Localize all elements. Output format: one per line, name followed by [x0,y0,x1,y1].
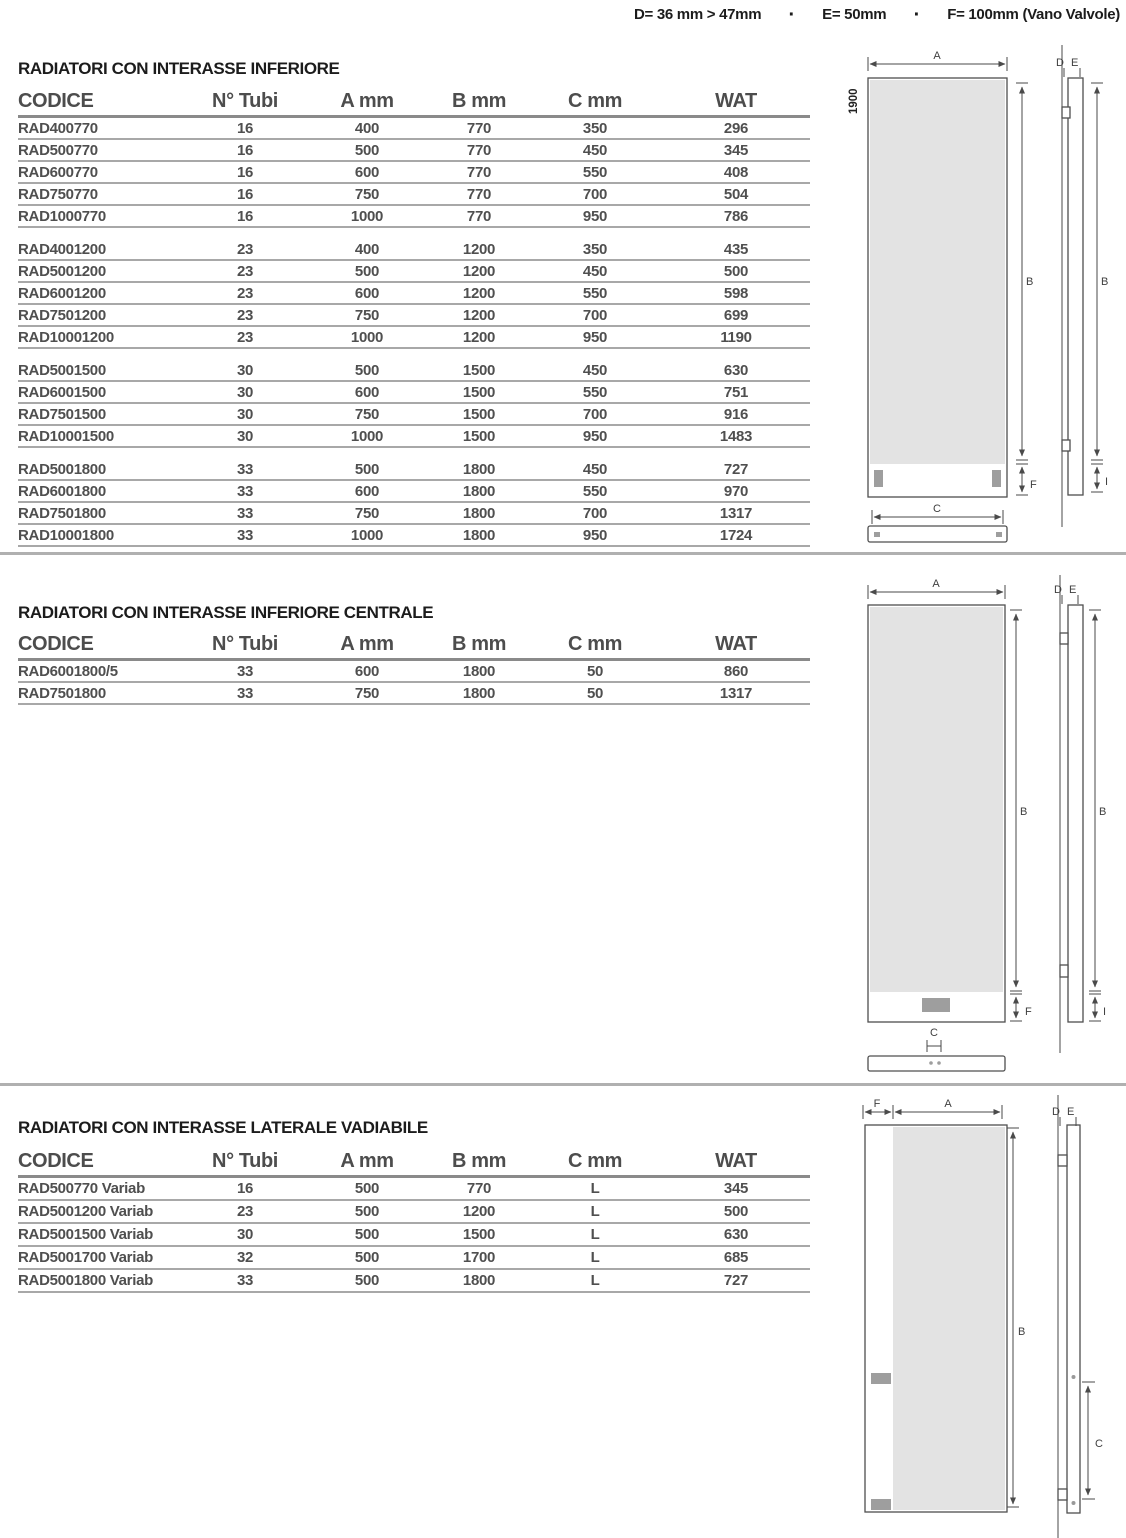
cell-value: 1000 [350,427,384,445]
side-connection-lower [1072,1501,1076,1505]
cell-value: 550 [582,383,608,401]
table-header-row [18,631,810,661]
cell-value: 500 [354,460,380,478]
radiator-diagram-central-connection [850,570,1126,1075]
section-title-interasse-laterale-vadiabile: RADIATORI CON INTERASSE LATERALE VADIABILE [18,1118,428,1137]
cell-value: 345 [723,141,749,159]
cell-codice: RAD4001200 [18,240,106,258]
cell-value: 23 [236,306,254,324]
cell-value: 1200 [462,306,496,324]
cell-value: 16 [236,185,254,203]
cell-codice: RAD7501800 [18,504,106,522]
cell-value: 16 [236,163,254,181]
cell-value: 950 [582,207,608,225]
column-header: CODICE [18,633,94,655]
dim-label-d: D [1052,1106,1060,1118]
cell-value: L [590,1272,600,1289]
cell-value: 1800 [462,482,496,500]
cell-value: 600 [354,383,380,401]
legend [634,3,1120,26]
table-row [18,503,810,525]
dim-label-f: F [1025,1006,1032,1018]
cell-value: 350 [582,240,608,258]
cell-codice: RAD6001500 [18,383,106,401]
cell-value: 23 [236,240,254,258]
cell-value: 770 [466,185,492,203]
cell-value: 685 [723,1249,749,1266]
cell-value: 30 [236,427,254,445]
table-row [18,1178,810,1201]
table-row [18,382,810,404]
cell-value: 33 [236,1272,254,1289]
dim-label-c: C [1095,1438,1103,1450]
side-view [1067,1125,1080,1513]
cell-codice: RAD5001500 Variab [18,1226,153,1243]
cell-value: 350 [582,119,608,137]
side-view [1068,78,1083,495]
cell-value: 1800 [462,684,496,702]
wall-bracket-top [1060,633,1068,644]
cell-value: 700 [582,504,608,522]
column-header: WAT [715,633,757,655]
table-row [18,459,810,481]
cell-value: 770 [466,1180,492,1197]
cell-codice: RAD5001200 Variab [18,1203,153,1220]
cell-value: 770 [466,163,492,181]
table-row [18,481,810,503]
wall-bracket-bottom [1058,1489,1067,1500]
cell-value: 450 [582,141,608,159]
cell-value: 500 [354,361,380,379]
cell-value: 700 [582,405,608,423]
legend-separator-dot: · [788,3,795,26]
cell-codice: RAD6001200 [18,284,106,302]
cell-value: 750 [354,306,380,324]
cell-value: 1500 [462,427,496,445]
cell-value: 345 [723,1180,749,1197]
cell-value: 30 [236,405,254,423]
table-interasse-laterale-vadiabile [18,1148,810,1293]
column-header: WAT [715,90,757,112]
cell-value: 33 [236,460,254,478]
legend-item-f: F= 100mm (Vano Valvole) [947,6,1120,23]
cell-value: 598 [723,284,749,302]
cell-value: 750 [354,684,380,702]
dim-label-a: A [944,1098,952,1110]
cell-value: 1800 [462,504,496,522]
cell-value: 1800 [462,662,496,680]
dim-label-f: F [873,1098,881,1110]
dim-label-a: A [933,50,941,62]
side-view [1068,605,1083,1022]
cell-value: 786 [723,207,749,225]
cell-value: 950 [582,526,608,544]
cell-value: 500 [354,1226,380,1243]
column-header: N° Tubi [212,633,278,655]
radiator-diagram-lateral-variable [850,1095,1126,1538]
lateral-connection-lower [871,1499,891,1510]
cell-value: 30 [236,383,254,401]
cell-value: L [590,1180,600,1197]
cell-codice: RAD5001200 [18,262,106,280]
cell-value: 1200 [462,328,496,346]
dim-label-e: E [1069,584,1077,596]
cell-value: 770 [466,119,492,137]
column-header: N° Tubi [212,1150,278,1172]
cell-value: 1500 [462,361,496,379]
cell-value: 699 [723,306,749,324]
legend-item-e: E= 50mm [822,6,887,23]
cell-value: 50 [586,684,604,702]
table-group [18,239,810,349]
section-divider [0,552,1126,555]
cell-value: 1500 [462,1226,496,1243]
cell-codice: RAD10001200 [18,328,114,346]
table-header-row [18,1148,810,1178]
section-divider [0,1083,1126,1086]
cell-value: 1800 [462,526,496,544]
dim-label-b: B [1099,806,1107,818]
table-row [18,184,810,206]
table-row [18,404,810,426]
cell-value: 630 [723,1226,749,1243]
legend-item-d: D= 36 mm > 47mm [634,6,762,23]
cell-value: 700 [582,306,608,324]
dim-label-b: B [1101,276,1109,288]
table-row [18,239,810,261]
column-header: N° Tubi [212,90,278,112]
cell-value: 1500 [462,383,496,401]
cell-value: 500 [723,1203,749,1220]
cell-codice: RAD5001700 Variab [18,1249,153,1266]
table-row [18,261,810,283]
cell-value: 450 [582,460,608,478]
cell-value: 1724 [719,526,753,544]
table-row [18,661,810,683]
cell-value: 16 [236,207,254,225]
cell-codice: RAD5001800 Variab [18,1272,153,1289]
cell-value: 32 [236,1249,254,1266]
cell-value: 296 [723,119,749,137]
column-header: C mm [568,633,622,655]
cell-codice: RAD10001500 [18,427,114,445]
table-group [18,1178,810,1293]
cell-value: 751 [723,383,749,401]
column-header: CODICE [18,90,94,112]
front-panel [893,1127,1005,1510]
cell-codice: RAD600770 [18,163,98,181]
cell-value: 33 [236,482,254,500]
table-row [18,683,810,705]
cell-value: 860 [723,662,749,680]
table-row [18,360,810,382]
dim-label-c: C [933,503,941,515]
wall-bracket-top [1062,107,1070,118]
table-row [18,1224,810,1247]
cell-codice: RAD7501500 [18,405,106,423]
table-row [18,305,810,327]
column-header: WAT [715,1150,757,1172]
cell-value: 1190 [720,328,752,346]
table-row [18,1247,810,1270]
cell-value: 1317 [719,684,753,702]
right-connection [992,470,1001,487]
cell-value: 500 [354,1272,380,1289]
cell-value: 1200 [462,262,496,280]
cell-value: 504 [723,185,749,203]
cell-codice: RAD500770 Variab [18,1180,145,1197]
cell-value: 727 [723,460,749,478]
cell-value: 408 [723,163,749,181]
cell-codice: RAD750770 [18,185,98,203]
cell-value: 950 [582,427,608,445]
cell-value: 23 [236,262,254,280]
cell-value: 1700 [462,1249,496,1266]
column-header: A mm [340,90,394,112]
cell-value: 33 [236,684,254,702]
section-title-interasse-inferiore: RADIATORI CON INTERASSE INFERIORE [18,59,340,78]
cell-value: 727 [723,1272,749,1289]
central-connection [922,998,950,1012]
cell-value: 1000 [350,328,384,346]
cell-value: 1800 [462,1272,496,1289]
cell-value: 550 [582,284,608,302]
column-header: B mm [452,1150,506,1172]
cell-value: 1200 [462,240,496,258]
cell-value: 435 [723,240,749,258]
legend-separator-dot: · [913,3,920,26]
cell-value: 400 [354,240,380,258]
cell-value: 630 [723,361,749,379]
cell-value: 33 [236,526,254,544]
cell-codice: RAD400770 [18,119,98,137]
cell-codice: RAD7501800 [18,684,106,702]
cell-value: 30 [236,1226,254,1243]
cell-value: L [590,1203,600,1220]
table-row [18,1201,810,1224]
table-row [18,206,810,228]
cell-value: 16 [236,1180,254,1197]
cell-codice: RAD10001800 [18,526,114,544]
cell-value: 500 [354,1203,380,1220]
dim-label-b: B [1020,806,1028,818]
dim-label-i: I [1105,476,1109,488]
cell-value: 500 [354,1249,380,1266]
dim-label-c: C [930,1027,938,1039]
cell-value: 1000 [350,207,384,225]
column-header: CODICE [18,1150,94,1172]
table-group [18,459,810,547]
cell-codice: RAD5001500 [18,361,106,379]
table-row [18,140,810,162]
cell-value: 1500 [462,405,496,423]
cell-value: 770 [466,141,492,159]
cell-value: 500 [354,262,380,280]
dim-label-total-height: 1900 [848,88,860,114]
cell-value: 23 [236,1203,254,1220]
cell-value: 30 [236,361,254,379]
dim-label-d: D [1054,584,1062,596]
cell-value: 916 [723,405,749,423]
cell-value: 1200 [462,1203,496,1220]
dim-label-i: I [1103,1006,1107,1018]
column-header: C mm [568,1150,622,1172]
cell-value: 600 [354,163,380,181]
cell-value: 23 [236,328,254,346]
cell-value: 1317 [719,504,753,522]
section-title-interasse-inferiore-centrale: RADIATORI CON INTERASSE INFERIORE CENTRALE [18,603,434,622]
cell-value: 500 [354,141,380,159]
cell-codice: RAD6001800/5 [18,662,118,680]
dim-label-b: B [1018,1326,1026,1338]
front-panel [870,607,1003,992]
table-interasse-inferiore-centrale [18,631,810,705]
table-row [18,283,810,305]
dim-label-e: E [1071,57,1079,69]
cell-value: 33 [236,504,254,522]
table-row [18,1270,810,1293]
table-interasse-inferiore [18,88,810,547]
cell-value: 700 [582,185,608,203]
dim-label-f: F [1030,479,1037,491]
wall-bracket-bottom [1060,965,1068,977]
front-panel [870,80,1005,464]
column-header: B mm [452,633,506,655]
cell-value: 50 [586,662,604,680]
table-row [18,327,810,349]
cell-value: 950 [582,328,608,346]
side-connection-upper [1072,1375,1076,1379]
cell-value: 500 [723,262,749,280]
table-header-row [18,88,810,118]
cell-value: 33 [236,662,254,680]
cell-value: 750 [354,405,380,423]
radiator-diagram-lower-connections [835,40,1126,552]
bottom-view [868,1056,1005,1071]
table-group [18,661,810,705]
column-header: A mm [340,1150,394,1172]
cell-codice: RAD1000770 [18,207,106,225]
cell-codice: RAD500770 [18,141,98,159]
cell-value: 750 [354,504,380,522]
cell-value: 500 [354,1180,380,1197]
table-row [18,118,810,140]
cell-value: L [590,1226,600,1243]
cell-value: 770 [466,207,492,225]
cell-value: L [590,1249,600,1266]
table-row [18,525,810,547]
bottom-view [868,526,1007,542]
table-group [18,360,810,448]
cell-value: 16 [236,141,254,159]
lateral-connection-upper [871,1373,891,1384]
cell-value: 550 [582,482,608,500]
dim-label-d: D [1056,57,1064,69]
cell-value: 970 [723,482,749,500]
cell-value: 16 [236,119,254,137]
cell-value: 1000 [350,526,384,544]
cell-value: 600 [354,284,380,302]
cell-codice: RAD6001800 [18,482,106,500]
table-group [18,118,810,228]
dim-label-b: B [1026,276,1034,288]
dim-label-a: A [932,578,940,590]
cell-value: 1200 [462,284,496,302]
column-header: B mm [452,90,506,112]
cell-value: 600 [354,662,380,680]
cell-value: 450 [582,361,608,379]
cell-value: 450 [582,262,608,280]
cell-value: 550 [582,163,608,181]
cell-value: 600 [354,482,380,500]
column-header: A mm [340,633,394,655]
wall-bracket-top [1058,1155,1067,1166]
left-connection [874,470,883,487]
cell-value: 1800 [462,460,496,478]
table-row [18,162,810,184]
cell-codice: RAD7501200 [18,306,106,324]
cell-value: 750 [354,185,380,203]
cell-codice: RAD5001800 [18,460,106,478]
cell-value: 400 [354,119,380,137]
dim-label-e: E [1067,1106,1075,1118]
cell-value: 1483 [719,427,753,445]
column-header: C mm [568,90,622,112]
cell-value: 23 [236,284,254,302]
table-row [18,426,810,448]
wall-bracket-bottom [1062,440,1070,451]
